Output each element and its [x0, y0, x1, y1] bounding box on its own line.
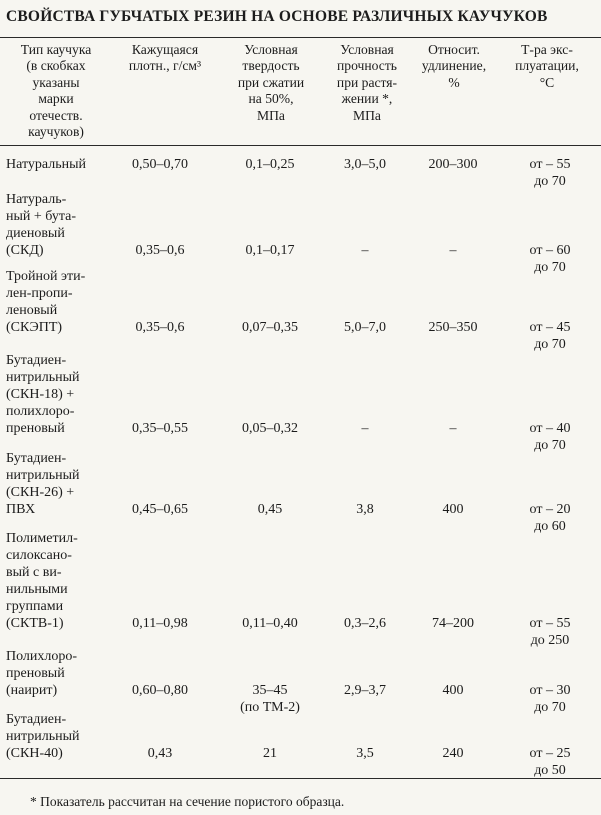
temperature-value [530, 501, 571, 535]
density-value [132, 682, 188, 699]
elongation-value-line: – [449, 243, 457, 258]
strength-value-line: – [361, 421, 369, 436]
density-value [136, 319, 185, 336]
density-value [132, 156, 188, 173]
header-line: указаны [32, 74, 80, 90]
temperature-value [530, 156, 571, 190]
density-value [148, 745, 173, 762]
header-line: % [448, 74, 460, 90]
temperature-value-line: до 50 [534, 763, 566, 778]
temperature-value-line: до 70 [534, 337, 566, 352]
top-rule [0, 37, 601, 38]
temperature-value [530, 745, 571, 779]
rubber-type-line: Тройной эти- [6, 269, 86, 284]
density-value [132, 615, 187, 632]
rubber-type-line: лен-пропи- [6, 286, 73, 301]
rubber-type-line: вый с ви- [6, 565, 62, 580]
rubber-type [6, 191, 76, 259]
strength-value-line: 5,0–7,0 [344, 320, 386, 335]
strength-value-line: 0,3–2,6 [344, 616, 386, 631]
hardness-value [240, 682, 300, 716]
rubber-type-line: Бутадиен- [6, 712, 67, 727]
elongation-value [450, 420, 457, 437]
header-line: Кажущаяся [131, 42, 199, 57]
strength-value-line: 3,0–5,0 [344, 157, 386, 172]
strength-value [344, 615, 386, 632]
temperature-value-line: от – 60 [529, 243, 571, 258]
header-density [108, 42, 222, 75]
hardness-value [242, 615, 297, 632]
header-hardness [222, 42, 320, 124]
header-strength [318, 42, 416, 124]
rubber-type-line: (СКН-26) + [6, 485, 75, 500]
hardness-value-line: 0,1–0,17 [245, 243, 295, 258]
rubber-type [6, 352, 80, 437]
density-value [136, 242, 185, 259]
table-title: СВОЙСТВА ГУБЧАТЫХ РЕЗИН НА ОСНОВЕ РАЗЛИЧНЫХ КАУЧУКОВ [6, 8, 548, 25]
header-line: плотн., г/см³ [128, 58, 202, 74]
rubber-type [6, 648, 77, 699]
rubber-type-line: ный + бута- [6, 209, 77, 224]
header-line: удлинение, [421, 58, 487, 74]
temperature-value [530, 319, 571, 353]
strength-value [344, 682, 386, 699]
density-value [132, 501, 188, 518]
temperature-value [530, 682, 571, 716]
temperature-value-line: до 250 [530, 633, 570, 648]
header-line: Условная [340, 42, 394, 57]
rubber-type [6, 156, 86, 173]
strength-value-line: – [361, 243, 369, 258]
hardness-value [242, 319, 298, 336]
rubber-type-line: преновый [6, 666, 65, 681]
density-value-line: 0,11–0,98 [132, 616, 188, 631]
rubber-type-line: (СКН-18) + [6, 387, 75, 402]
header-line: °С [539, 74, 555, 90]
hardness-value-line: 0,07–0,35 [242, 320, 298, 335]
temperature-value [530, 242, 571, 276]
temperature-value-line: от – 20 [529, 502, 571, 517]
density-value-line: 0,35–0,55 [132, 421, 188, 436]
header-line: Тип каучука [20, 42, 92, 57]
hardness-value-line: 0,05–0,32 [242, 421, 298, 436]
rubber-type [6, 268, 85, 336]
rubber-type-line: Полихлоро- [6, 649, 78, 664]
rubber-type-line: Натураль- [6, 192, 67, 207]
hardness-value-line: 0,1–0,25 [245, 157, 295, 172]
rubber-type-line: нитрильный [6, 729, 80, 744]
hardness-value-line: (по ТМ-2) [240, 700, 300, 715]
header-line: плуатации, [515, 58, 579, 74]
header-line: Т-ра экс- [521, 42, 573, 57]
strength-value-line: 3,8 [356, 502, 374, 517]
rubber-type [6, 530, 78, 632]
footnote: * Показатель рассчитан на сечение пористого образца. [30, 794, 345, 809]
density-value [132, 420, 188, 437]
rubber-type-line: полихлоро- [6, 404, 75, 419]
density-value-line: 0,60–0,80 [132, 683, 188, 698]
rubber-type-line: группами [6, 599, 64, 614]
rubber-type-line: ПВХ [6, 502, 36, 517]
header-line: прочность [337, 58, 397, 74]
temperature-value-line: до 70 [534, 438, 566, 453]
strength-value [362, 420, 369, 437]
rubber-type-line: Полиметил- [6, 531, 78, 546]
header-line: твердость [242, 58, 300, 74]
elongation-value-line: 250–350 [428, 320, 478, 335]
strength-value [362, 242, 369, 259]
hardness-value-line: 35–45 [252, 683, 288, 698]
temperature-value-line: до 70 [534, 700, 566, 715]
header-line: жении *, [341, 91, 393, 107]
temperature-value-line: от – 45 [529, 320, 571, 335]
strength-value [356, 501, 374, 518]
rubber-type [6, 711, 80, 762]
header-line: марки [38, 91, 74, 107]
header-line: (в скобках [26, 58, 86, 74]
hardness-value-line: 0,11–0,40 [242, 616, 298, 631]
temperature-value-line: от – 40 [529, 421, 571, 436]
rubber-type-line: преновый [6, 421, 65, 436]
rubber-type-line: (СКД) [6, 243, 44, 258]
header-line: МПа [353, 107, 381, 123]
strength-value-line: 2,9–3,7 [344, 683, 386, 698]
density-value-line: 0,35–0,6 [135, 320, 185, 335]
rubber-type-line: (наирит) [6, 683, 58, 698]
elongation-value [429, 156, 478, 173]
bottom-rule [0, 778, 601, 779]
rubber-type-line: (СКТВ-1) [6, 616, 64, 631]
rubber-type-line: леновый [6, 303, 58, 318]
temperature-value-line: от – 55 [529, 157, 571, 172]
rubber-type-line: силоксано- [6, 548, 72, 563]
temperature-value-line: от – 30 [529, 683, 571, 698]
density-value-line: 0,43 [147, 746, 173, 761]
header-rule [0, 145, 601, 146]
elongation-value-line: – [449, 421, 457, 436]
rubber-type-line: Бутадиен- [6, 353, 67, 368]
elongation-value-line: 200–300 [428, 157, 478, 172]
temperature-value-line: от – 25 [529, 746, 571, 761]
rubber-type-line: нитрильный [6, 468, 80, 483]
rubber-type-line: диеновый [6, 226, 65, 241]
temperature-value [530, 615, 571, 649]
header-temp [496, 42, 598, 91]
temperature-value-line: до 60 [534, 519, 566, 534]
strength-value [356, 745, 374, 762]
rubber-type-line: (СКН-40) [6, 746, 63, 761]
rubber-type-line: (СКЭПТ) [6, 320, 63, 335]
elongation-value [432, 615, 474, 632]
hardness-value [263, 745, 277, 762]
rubber-type-line: Бутадиен- [6, 451, 67, 466]
density-value-line: 0,45–0,65 [132, 502, 188, 517]
temperature-value-line: до 70 [534, 260, 566, 275]
header-line: Условная [244, 42, 298, 57]
elongation-value-line: 74–200 [432, 616, 474, 631]
hardness-value-line: 0,45 [257, 502, 283, 517]
hardness-value [258, 501, 283, 518]
rubber-type-line: нильными [6, 582, 68, 597]
density-value-line: 0,35–0,6 [135, 243, 185, 258]
hardness-value [242, 420, 298, 437]
header-line: Относит. [428, 42, 480, 57]
temperature-value [530, 420, 571, 454]
elongation-value-line: 400 [442, 502, 464, 517]
header-line: на 50%, [248, 91, 294, 107]
hardness-value [246, 156, 295, 173]
strength-value-line: 3,5 [356, 746, 374, 761]
rubber-type [6, 450, 80, 518]
density-value-line: 0,50–0,70 [132, 157, 188, 172]
header-line: при сжатии [237, 74, 305, 90]
temperature-value-line: от – 55 [529, 616, 571, 631]
elongation-value [443, 682, 464, 699]
rubber-type-line: нитрильный [6, 370, 80, 385]
header-elongation [412, 42, 496, 91]
strength-value [344, 319, 386, 336]
elongation-value [443, 501, 464, 518]
header-line: МПа [257, 107, 285, 123]
temperature-value-line: до 70 [534, 174, 566, 189]
header-line: каучуков) [28, 124, 84, 140]
elongation-value-line: 240 [442, 746, 464, 761]
strength-value [344, 156, 386, 173]
rubber-type-line: Натуральный [6, 157, 86, 172]
hardness-value-line: 21 [263, 746, 277, 761]
hardness-value [246, 242, 295, 259]
elongation-value [443, 745, 464, 762]
elongation-value-line: 400 [442, 683, 464, 698]
elongation-value [450, 242, 457, 259]
header-type [6, 42, 106, 140]
elongation-value [429, 319, 478, 336]
header-line: отечеств. [29, 107, 83, 123]
header-line: при растя- [336, 74, 398, 90]
